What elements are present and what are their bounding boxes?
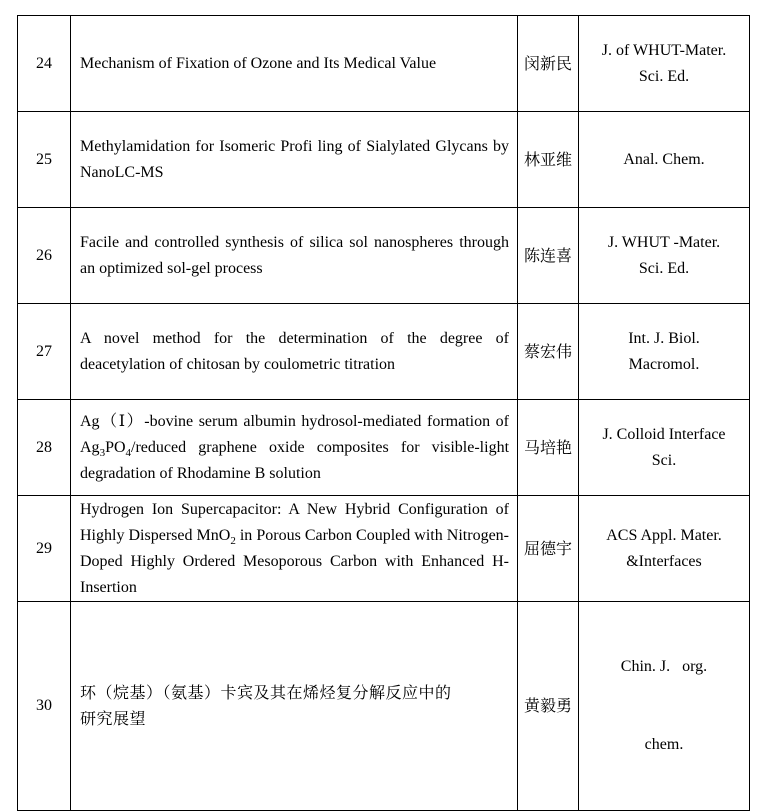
table-row bbox=[18, 208, 750, 304]
paper-title bbox=[71, 602, 518, 811]
table-row bbox=[18, 400, 750, 496]
journal-name bbox=[579, 602, 750, 811]
title-line: for visible-light degradation of Rhodamine B solution bbox=[80, 438, 510, 482]
title-line: formation of $Ag_3PO_4$/reduced graphene oxide composites bbox=[80, 412, 509, 459]
table-row bbox=[18, 112, 750, 208]
title-line: Methylamidation for Isomeric Profi ling of Sialylated bbox=[80, 137, 431, 155]
paper-title bbox=[71, 400, 518, 496]
journal-name bbox=[579, 400, 750, 496]
journal-name bbox=[579, 16, 750, 112]
title-line: Glycans by NanoLC-MS bbox=[80, 137, 510, 181]
paper-title bbox=[71, 112, 518, 208]
journal-line: J. of WHUT-Mater. bbox=[601, 41, 727, 59]
title-line: Facile and controlled synthesis of silica sol nanospheres bbox=[80, 233, 454, 251]
author-name: 黄毅勇 bbox=[518, 602, 579, 811]
title-line: Hydrogen Ion Supercapacitor: A New Hybrid bbox=[80, 500, 391, 518]
author-name: 马培艳 bbox=[518, 400, 579, 496]
row-number: 26 bbox=[18, 208, 71, 304]
title-line: Ag（Ⅰ）-bovine serum albumin hydrosol-mediated bbox=[80, 412, 422, 430]
journal-line: ACS Appl. Mater. bbox=[606, 526, 722, 544]
table-row bbox=[18, 602, 750, 811]
table-row bbox=[18, 496, 750, 602]
author-name: 陈连喜 bbox=[518, 208, 579, 304]
journal-line: Sci. Ed. bbox=[638, 67, 690, 85]
author-name: 闵新民 bbox=[518, 16, 579, 112]
table-row bbox=[18, 16, 750, 112]
title-line: 研究展望 bbox=[80, 709, 147, 728]
title-line: A novel method for the determination of the degree of bbox=[80, 329, 509, 347]
author-name: 林亚维 bbox=[518, 112, 579, 208]
paper-title bbox=[71, 16, 518, 112]
subscript: 4 bbox=[125, 446, 132, 459]
publication-table bbox=[17, 15, 750, 811]
journal-line: chem. bbox=[644, 736, 684, 753]
row-number: 24 bbox=[18, 16, 71, 112]
row-number: 25 bbox=[18, 112, 71, 208]
journal-line: J. Colloid Interface bbox=[602, 425, 726, 443]
journal-line: J. WHUT -Mater. bbox=[607, 233, 721, 251]
journal-name bbox=[579, 208, 750, 304]
title-line: Carbon Coupled with Nitrogen-Doped Highly Ordered bbox=[80, 526, 509, 570]
paper-title bbox=[71, 208, 518, 304]
title-line: 环（烷基）（氨基）卡宾及其在烯烃复分解反应中的 bbox=[80, 683, 452, 702]
subscript: 2 bbox=[230, 534, 236, 547]
journal-line: &Interfaces bbox=[626, 552, 702, 570]
journal-name bbox=[579, 496, 750, 602]
journal-line: Sci. bbox=[651, 451, 677, 469]
journal-line: Chin. J. org. bbox=[620, 658, 708, 675]
author-name: 屈德宇 bbox=[518, 496, 579, 602]
title-line: Mesoporous Carbon with Enhanced H-Insertion bbox=[80, 552, 510, 596]
row-number: 29 bbox=[18, 496, 71, 602]
row-number: 28 bbox=[18, 400, 71, 496]
journal-line: Int. J. Biol. bbox=[628, 329, 700, 347]
row-number: 30 bbox=[18, 602, 71, 811]
subscript: 3 bbox=[99, 446, 106, 459]
journal-line: Sci. Ed. bbox=[638, 259, 690, 277]
journal-line: Macromol. bbox=[628, 355, 700, 373]
table-row bbox=[18, 304, 750, 400]
paper-title bbox=[71, 496, 518, 602]
title-line: Configuration of Highly Dispersed MnO$_2$ in Porous bbox=[80, 500, 510, 547]
journal-name bbox=[579, 304, 750, 400]
author-name: 蔡宏伟 bbox=[518, 304, 579, 400]
title-line: Mechanism of Fixation of Ozone and Its Medical Value bbox=[80, 54, 437, 72]
title-line: deacetylation of chitosan by coulometric titration bbox=[80, 355, 396, 373]
journal-line: Anal. Chem. bbox=[623, 150, 705, 168]
paper-title bbox=[71, 304, 518, 400]
journal-name bbox=[579, 112, 750, 208]
row-number: 27 bbox=[18, 304, 71, 400]
title-line: through an optimized sol-gel process bbox=[80, 233, 509, 277]
